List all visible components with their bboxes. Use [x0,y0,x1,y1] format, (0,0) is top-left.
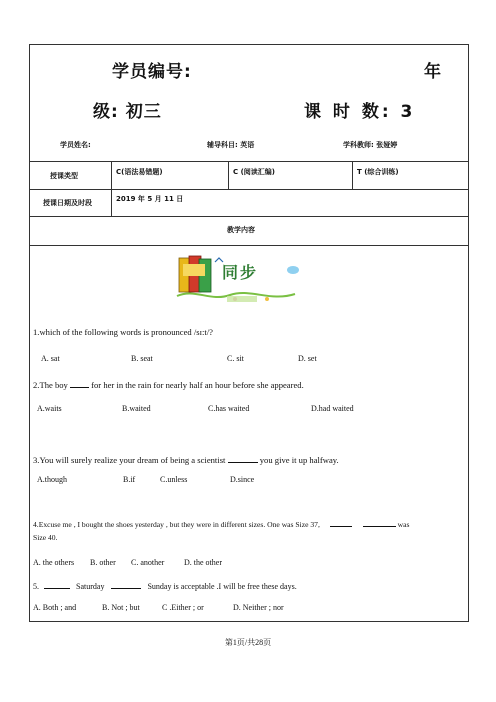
q3-option-d: D.since [230,475,255,484]
lesson-count-label: 课 时 数: 3 [304,102,416,122]
q1-option-c: C. sit [227,354,244,363]
answer-blank [44,580,70,589]
column-divider [352,161,353,189]
grade-label: 级: 初三 [93,102,162,122]
q4-option-d: D. the other [184,558,222,567]
row-divider [29,161,469,162]
q2-option-c: C.has waited [208,404,250,413]
question-3-stem [33,454,339,465]
student-id-label: 学员编号: [112,62,192,82]
column-divider [111,161,112,216]
answer-blank [330,518,352,527]
q3-option-b: B.if [123,475,136,484]
q4-stem-line-2: Size 40. [33,533,58,542]
q3-stem-part-2: you give it up halfway. [257,455,339,465]
q2-option-b: B.waited [122,404,151,413]
question-1-stem: 1.which of the following words is pronounced /sɪ:t/? [33,327,213,337]
q1-option-b: B. seat [131,354,153,363]
q3-option-a: A.though [37,475,67,484]
q5-stem-part-3: Sunday is acceptable .I will be free these days. [147,582,297,591]
answer-blank [111,580,141,589]
q5-option-d: D. Neither ; nor [233,603,284,612]
question-5-stem [33,580,297,591]
row-divider [29,189,469,190]
q4-stem-part-1: 4.Excuse me , I bought the shoes yesterday , but they were in different sizes. One was Size 37, [33,520,320,529]
q5-option-c: C .Either ; or [162,603,204,612]
q4-stem-part-2: was [397,520,410,529]
question-2-stem [33,379,304,390]
q4-option-a: A. the others [33,558,75,567]
q5-option-b: B. Not ; but [102,603,140,612]
answer-blank [228,454,258,463]
q3-stem-part-1: 3.You will surely realize your dream of being a scientist [33,455,228,465]
question-4-stem [33,518,409,529]
subject-label: 辅导科目: 英语 [207,141,255,149]
content-heading: 教学内容 [227,226,255,234]
q1-option-d: D. set [298,354,317,363]
lesson-type-label: 授课类型 [50,172,78,180]
q2-stem-part-1: 2.The boy [33,380,70,390]
answer-blank [363,518,396,527]
student-name-label: 学员姓名: [60,141,91,149]
q4-option-c: C. another [131,558,165,567]
year-label: 年 [424,62,442,82]
lesson-type-grammar: C(语法易错题) [116,168,163,176]
q2-option-a: A.waits [37,404,62,413]
lesson-type-reading: C (阅读汇编) [233,168,275,176]
row-divider [29,216,469,217]
logo-text: 同步 [222,263,259,282]
q3-option-c: C.unless [160,475,188,484]
q2-stem-part-2: for her in the rain for nearly half an hour before she appeared. [89,380,304,390]
row-divider [29,245,469,246]
q1-option-a: A. sat [41,354,60,363]
q2-option-d: D.had waited [311,404,354,413]
q4-option-b: B. other [90,558,116,567]
lesson-type-training: T (综合训练) [357,168,399,176]
column-divider [228,161,229,189]
teacher-label: 学科教师: 张娅婷 [343,141,398,149]
date-label: 授课日期及时段 [43,199,92,207]
answer-blank [70,379,89,388]
q5-stem-part-2: Saturday [76,582,105,591]
books-sync-logo [175,252,320,304]
date-value: 2019 年 5 月 11 日 [116,195,184,203]
q5-stem-part-1: 5. [33,582,39,591]
page-number: 第1页/共28页 [224,638,272,647]
q5-option-a: A. Both ; and [33,603,77,612]
